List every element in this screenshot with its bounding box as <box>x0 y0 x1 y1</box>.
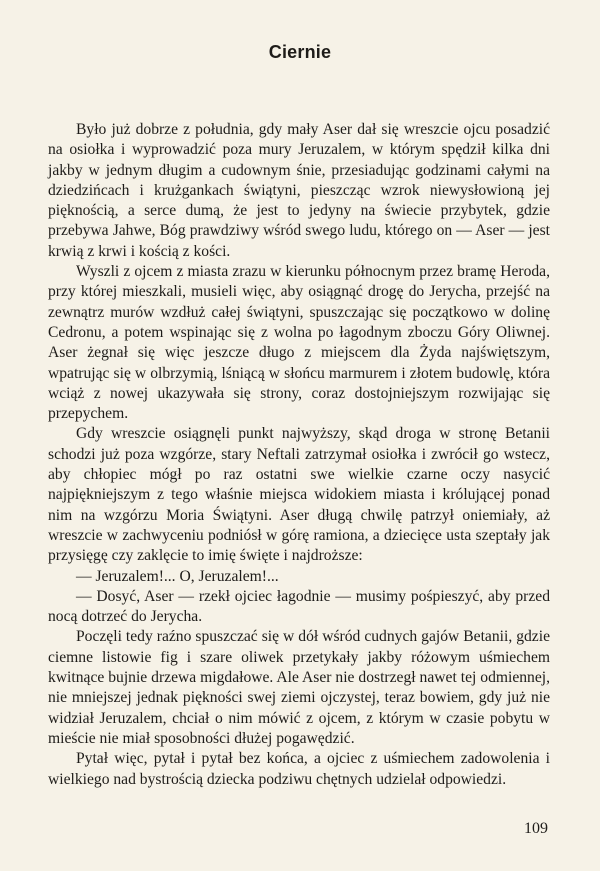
paragraph: Wyszli z ojcem z miasta zrazu w kierunku północnym przez bramę Heroda, przy której mieszkali, musieli więc, aby osiągnąć drogę do Jerycha, przejść na zewnątrz murów wzdłuż całej świątyni, spuszczając się początkowo w dolinę Cedronu, a potem wspinając się z wolna po łagodnym zboczu Góry Oliwnej. Aser żegnał się więc jeszcze długo z miejscem dla Żyda najświętszym, wpatrując się w olbrzymią, lśniącą w słońcu marmurem i złotem budowlę, która wciąż z nowej ukazywała się strony, coraz dostojniejszym rozwijając się przepychem. <box>48 263 550 423</box>
paragraph: Poczęli tedy raźno spuszczać się w dół wśród cudnych gajów Betanii, gdzie ciemne listowie fig i szare oliwek przetykały jakby różowym uśmiechem kwitnące bujnie drzewa migdałowe. Ale Aser nie dostrzegł nawet tej odmiennej, nie mniejszej jednak piękności swej ziemi ojczystej, teraz bowiem, gdy już nie widział Jeruzalem, chciał o nim mówić z ojcem, z którym w czasie pobytu w mieście nie miał sposobności dłużej pogawędzić. <box>48 628 550 747</box>
paragraph: Było już dobrze z południa, gdy mały Aser dał się wreszcie ojcu posadzić na osiołka i wyprowadzić poza mury Jeruzalem, w którym spędził kilka dni jakby w jednym długim a cudownym śnie, przesiadując godzinami całymi na dziedzińcach i krużgankach świątyni, pieszcząc wzrok niewysłowioną jej pięknością, a serce dumą, że jest to jedyny na świecie przybytek, gdzie przebywa Jahwe, Bóg prawdziwy wśród swego ludu, którego on — Aser — jest krwią z krwi i kością z kości. <box>48 121 550 260</box>
dialogue-line: — Dosyć, Aser — rzekł ojciec łagodnie — musimy pośpieszyć, aby przed nocą dotrzeć do Jerycha. <box>48 587 550 626</box>
paragraph: Gdy wreszcie osiągnęli punkt najwyższy, skąd droga w stronę Betanii schodzi już poza wzgórze, stary Neftali zatrzymał osiołka i zwrócił go wstecz, aby chłopiec mógł po raz ostatni swe wielkie czarne oczy nasycić najpiękniejszym z tego właśnie miejsca widokiem miasta i królującej ponad nim na wzgórzu Moria Świątyni. Aser długą chwilę patrzył oniemiały, aż wreszcie w zachwyceniu podniósł w górę ramiona, a dziecięce usta szeptały jak przysięgę czy zaklęcie to imię święte i najdroższe: <box>48 425 550 565</box>
dialogue-line: — Jeruzalem!... O, Jeruzalem!... <box>76 567 279 585</box>
chapter-title: Ciernie <box>268 42 332 62</box>
chapter-body <box>48 120 550 790</box>
page-number: 109 <box>524 820 548 837</box>
paragraph: Pytał więc, pytał i pytał bez końca, a ojciec z uśmiechem zadowolenia i wielkiego nad bystrością dziecka podziwu chętnych udzielał odpowiedzi. <box>48 750 550 788</box>
